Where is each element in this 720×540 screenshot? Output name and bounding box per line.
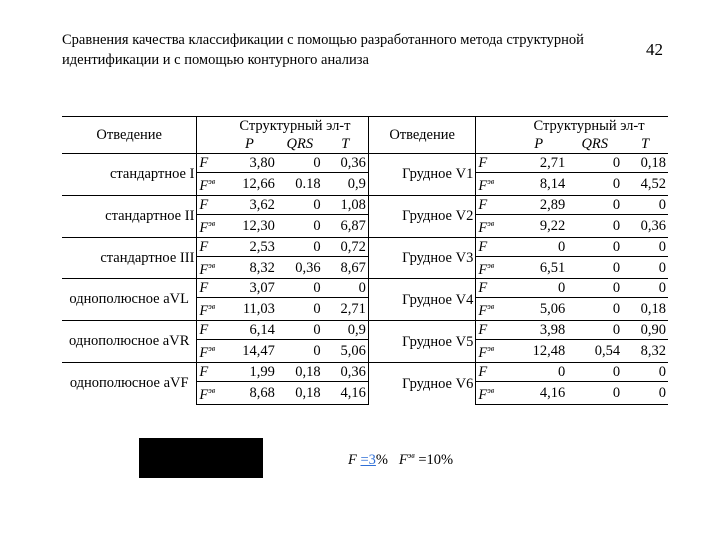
table-cell-qrs: 0 <box>567 382 622 405</box>
label-f-text: F <box>199 261 209 278</box>
lead-name-left: однополюсное aVL <box>62 279 197 321</box>
table-row <box>62 279 668 298</box>
label-fe-sup: эв <box>487 386 495 396</box>
table-row <box>62 237 668 256</box>
row-label-f <box>476 154 510 173</box>
lead-name-right: Грудное V4 <box>368 279 475 321</box>
table-cell-t: 0 <box>622 256 668 279</box>
table-cell-t: 4,52 <box>622 173 668 196</box>
table-cell-p: 2,53 <box>222 237 277 256</box>
label-f-text: F <box>199 219 209 236</box>
footnote-fe-label: F <box>398 451 408 468</box>
table-cell-qrs: 0 <box>277 298 323 321</box>
table-cell-p: 0 <box>510 363 567 382</box>
table-cell-qrs: 0 <box>567 154 622 173</box>
table-cell-p: 2,89 <box>510 195 567 214</box>
table-cell-t: 0,9 <box>323 321 369 340</box>
lead-name-left: однополюсное aVF <box>62 363 197 405</box>
table-cell-p: 0 <box>510 237 567 256</box>
label-f-text: F <box>478 364 488 381</box>
label-f-text: F <box>199 322 209 339</box>
footnote <box>348 451 453 469</box>
row-label-fe <box>197 382 222 405</box>
table-cell-p: 6,51 <box>510 256 567 279</box>
table-cell-p: 1,99 <box>222 363 277 382</box>
table-cell-t: 0,18 <box>622 298 668 321</box>
table-cell-t: 0,72 <box>323 237 369 256</box>
table-cell-p: 11,03 <box>222 298 277 321</box>
label-f-text: F <box>478 261 488 278</box>
table-cell-t: 1,08 <box>323 195 369 214</box>
table-cell-t: 0 <box>622 363 668 382</box>
page-number: 42 <box>646 40 663 59</box>
table-cell-qrs: 0 <box>567 256 622 279</box>
lead-name-left: стандартное III <box>62 237 197 279</box>
table-cell-p: 12,66 <box>222 173 277 196</box>
label-fe-sup: эв <box>208 260 216 270</box>
table-cell-qrs: 0 <box>277 279 323 298</box>
label-f-text: F <box>199 196 209 213</box>
label-f-text: F <box>199 238 209 255</box>
label-fe-sup: эв <box>208 344 216 354</box>
row-label-f <box>476 363 510 382</box>
table-cell-t: 0,36 <box>323 363 369 382</box>
row-label-f <box>476 195 510 214</box>
table-cell-p: 8,68 <box>222 382 277 405</box>
table-cell-p: 5,06 <box>510 298 567 321</box>
table-cell-qrs: 0 <box>277 195 323 214</box>
lead-name-right: Грудное V1 <box>368 154 475 196</box>
table-cell-p: 0 <box>510 279 567 298</box>
table-cell-qrs: 0 <box>277 340 323 363</box>
classification-table <box>62 116 668 405</box>
table-row <box>62 154 668 173</box>
label-f-text: F <box>478 280 488 297</box>
table-cell-p: 3,80 <box>222 154 277 173</box>
label-f-text: F <box>199 280 209 297</box>
table-cell-t: 4,16 <box>323 382 369 405</box>
label-fe-sup: эв <box>208 386 216 396</box>
row-label-f <box>197 195 222 214</box>
table-cell-t: 0,90 <box>622 321 668 340</box>
row-label-fe <box>197 340 222 363</box>
row-label-fe <box>197 256 222 279</box>
row-label-fe <box>476 298 510 321</box>
label-fe-sup: эв <box>487 218 495 228</box>
row-label-fe <box>476 256 510 279</box>
table-cell-qrs: 0 <box>567 363 622 382</box>
table-row <box>62 321 668 340</box>
col-header-group-left: Структурный эл-т <box>222 117 368 136</box>
col-header-group-right: Структурный эл-т <box>510 117 668 136</box>
table-cell-t: 0 <box>622 382 668 405</box>
lead-name-right: Грудное V6 <box>368 363 475 405</box>
lead-name-left: стандартное I <box>62 154 197 196</box>
table-cell-qrs: 0 <box>277 214 323 237</box>
lead-name-left: стандартное II <box>62 195 197 237</box>
label-f-text: F <box>199 364 209 381</box>
col-header-p: P <box>534 136 544 152</box>
table-cell-t: 0,9 <box>323 173 369 196</box>
table-cell-qrs: 0 <box>567 214 622 237</box>
col-header-t: T <box>341 136 350 152</box>
table-cell-qrs: 0 <box>567 237 622 256</box>
col-header-qrs: QRS <box>581 136 609 152</box>
table-cell-p: 3,07 <box>222 279 277 298</box>
table-cell-t: 6,87 <box>323 214 369 237</box>
footnote-f-value[interactable]: =3 <box>360 451 376 468</box>
table-cell-t: 0 <box>622 279 668 298</box>
table-cell-p: 6,14 <box>222 321 277 340</box>
table-cell-t: 0 <box>323 279 369 298</box>
row-label-f <box>197 279 222 298</box>
row-label-fe <box>476 340 510 363</box>
slide-title: Сравнения качества классификации с помощью разработанного метода структурной идентификации и с помощью контурного анализа <box>62 32 584 68</box>
table-cell-qrs: 0,18 <box>277 382 323 405</box>
label-f-text: F <box>478 155 488 171</box>
lead-name-left: однополюсное aVR <box>62 321 197 363</box>
header-row-1 <box>62 117 668 136</box>
label-fe-sup: эв <box>208 177 216 186</box>
table-cell-p: 2,71 <box>510 154 567 173</box>
table-cell-p: 9,22 <box>510 214 567 237</box>
row-label-fe <box>476 382 510 405</box>
legend-box <box>139 438 263 478</box>
table-cell-qrs: 0 <box>277 154 323 173</box>
label-fe-sup: эв <box>208 302 216 312</box>
table-cell-t: 0,36 <box>622 214 668 237</box>
label-f-text: F <box>199 177 209 194</box>
label-f-text: F <box>199 386 209 403</box>
table-cell-qrs: 0 <box>567 298 622 321</box>
label-f-text: F <box>478 219 488 236</box>
table-cell-t: 5,06 <box>323 340 369 363</box>
table-cell-t: 2,71 <box>323 298 369 321</box>
table-cell-qrs: 0 <box>277 321 323 340</box>
table-cell-qrs: 0,36 <box>277 256 323 279</box>
table-cell-t: 8,32 <box>622 340 668 363</box>
label-fe-sup: эв <box>487 344 495 354</box>
label-f-text: F <box>478 196 488 213</box>
row-label-fe <box>197 173 222 196</box>
table-cell-qrs: 0 <box>567 279 622 298</box>
table-cell-qrs: 0 <box>277 237 323 256</box>
table-cell-p: 14,47 <box>222 340 277 363</box>
table-cell-qrs: 0 <box>567 195 622 214</box>
footnote-f-label: F <box>348 451 357 468</box>
table-cell-p: 4,16 <box>510 382 567 405</box>
table-cell-qrs: 0.18 <box>277 173 323 196</box>
row-label-f <box>197 237 222 256</box>
table-cell-p: 12,48 <box>510 340 567 363</box>
label-f-text: F <box>199 345 209 362</box>
row-label-f <box>197 321 222 340</box>
table-cell-qrs: 0,54 <box>567 340 622 363</box>
lead-name-right: Грудное V2 <box>368 195 475 237</box>
table-cell-p: 3,62 <box>222 195 277 214</box>
label-fe-sup: эв <box>487 302 495 312</box>
col-header-p: P <box>245 136 254 152</box>
label-f-text: F <box>478 386 488 403</box>
table-cell-qrs: 0,18 <box>277 363 323 382</box>
table-cell-p: 12,30 <box>222 214 277 237</box>
row-label-fe <box>476 173 510 196</box>
table-cell-p: 3,98 <box>510 321 567 340</box>
table-cell-t: 0,36 <box>323 154 369 173</box>
table-cell-t: 0,18 <box>622 154 668 173</box>
table-row <box>62 363 668 382</box>
label-f-text: F <box>478 303 488 320</box>
table-cell-t: 0 <box>622 237 668 256</box>
table-cell-t: 8,67 <box>323 256 369 279</box>
row-label-f <box>476 321 510 340</box>
label-f-text: F <box>199 303 209 320</box>
col-header-lead-left: Отведение <box>62 117 197 154</box>
row-label-fe <box>197 298 222 321</box>
label-f-text: F <box>478 322 488 339</box>
row-label-fe <box>476 214 510 237</box>
footnote-fe-sup: эв <box>407 451 415 460</box>
label-fe-sup: эв <box>487 260 495 270</box>
label-f-text: F <box>478 345 488 362</box>
row-label-fe <box>197 214 222 237</box>
col-header-lead-right: Отведение <box>368 117 475 154</box>
table-row <box>62 195 668 214</box>
label-fe-sup: эв <box>208 218 216 228</box>
lead-name-right: Грудное V3 <box>368 237 475 279</box>
label-f-text: F <box>478 177 488 194</box>
table-cell-p: 8,14 <box>510 173 567 196</box>
table-cell-qrs: 0 <box>567 321 622 340</box>
lead-name-right: Грудное V5 <box>368 321 475 363</box>
row-label-f <box>197 154 222 173</box>
table-cell-p: 8,32 <box>222 256 277 279</box>
footnote-f-pct: % <box>375 451 389 468</box>
row-label-f <box>476 279 510 298</box>
footnote-fe-value: =10% <box>418 451 454 468</box>
col-header-t: T <box>641 136 650 152</box>
label-fe-sup: эв <box>487 177 495 186</box>
col-header-qrs: QRS <box>286 136 314 152</box>
label-f-text: F <box>478 238 488 255</box>
table-cell-t: 0 <box>622 195 668 214</box>
row-label-f <box>197 363 222 382</box>
label-f-text: F <box>199 155 209 171</box>
row-label-f <box>476 237 510 256</box>
table-cell-qrs: 0 <box>567 173 622 196</box>
